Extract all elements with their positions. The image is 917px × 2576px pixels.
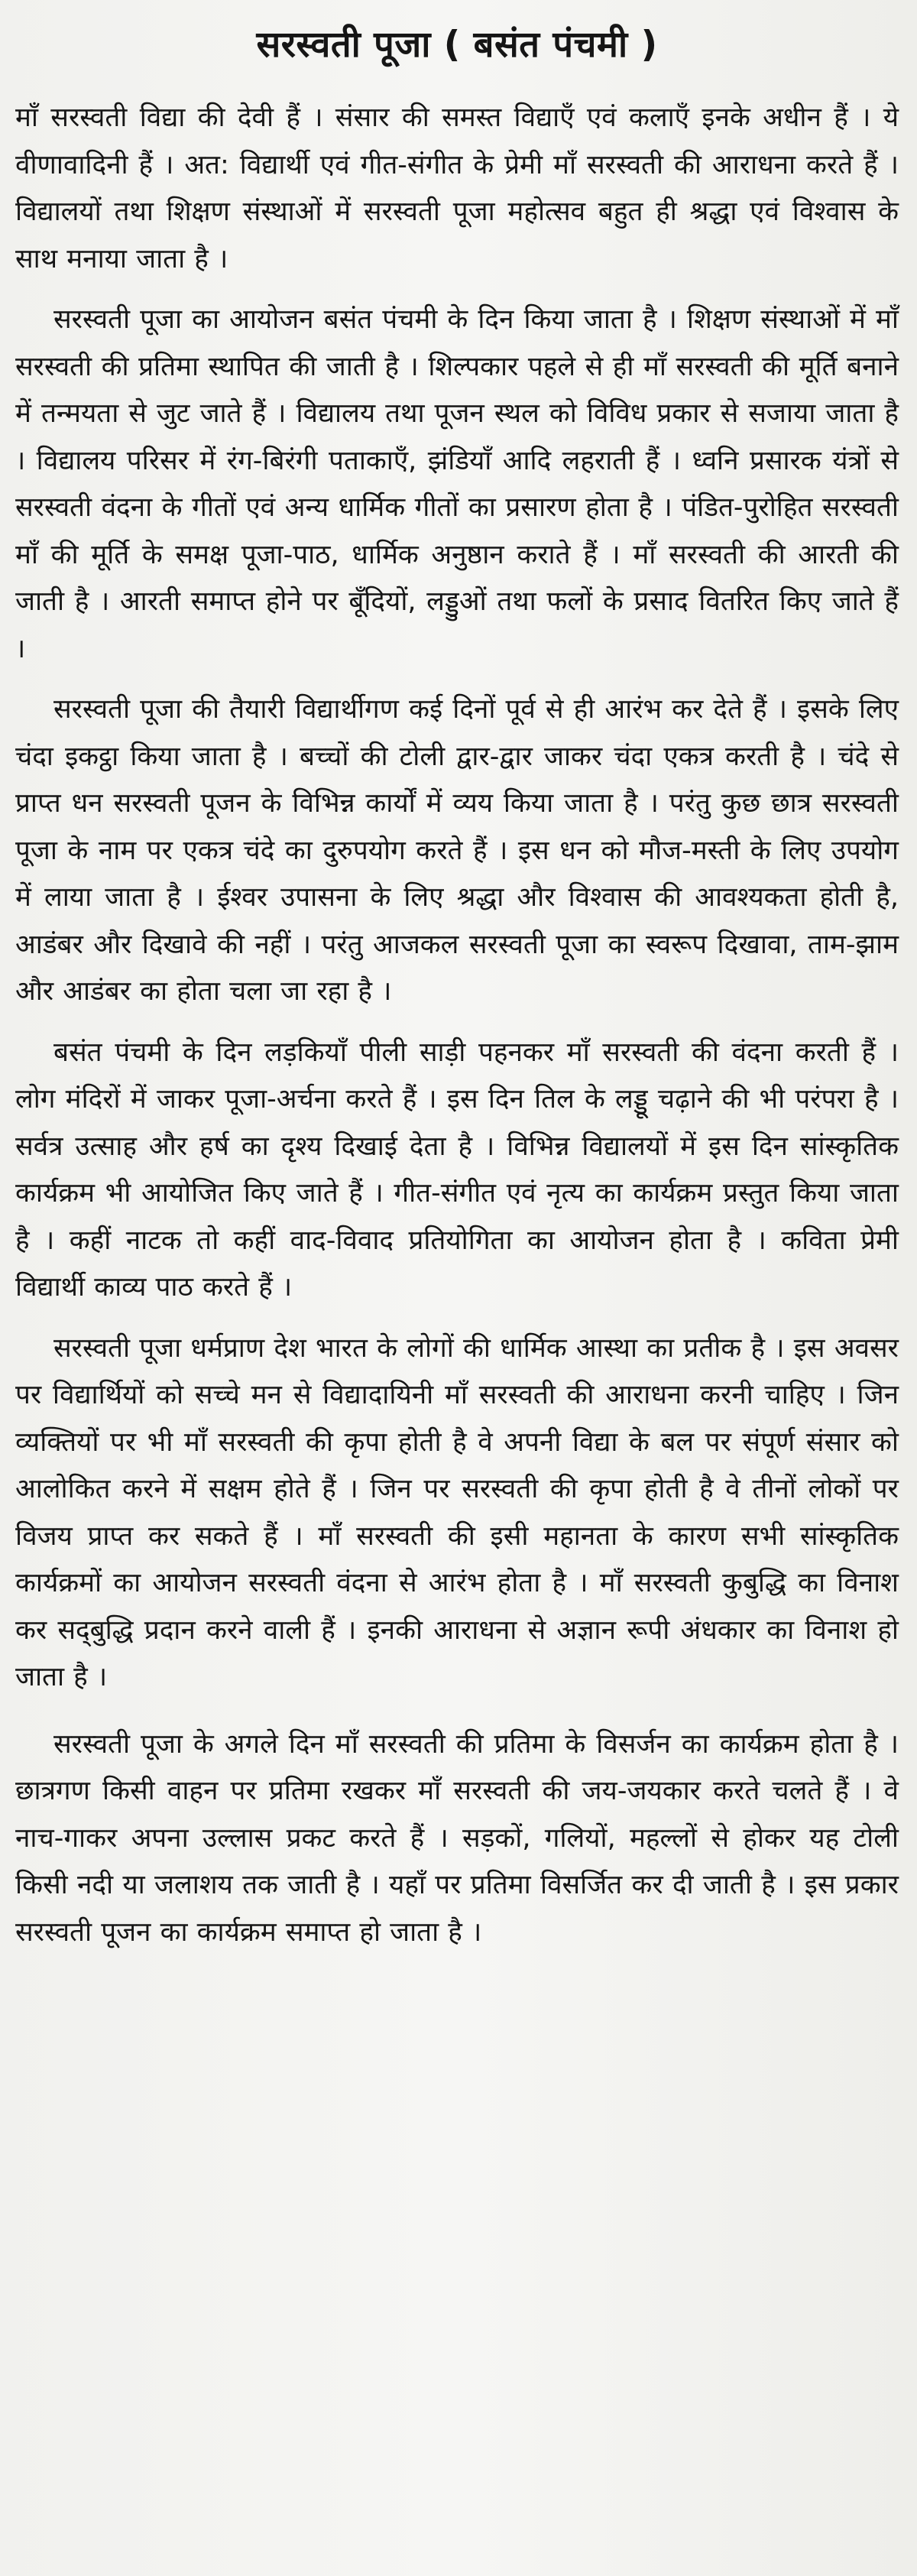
- paragraph-5: सरस्वती पूजा धर्मप्राण देश भारत के लोगों की धार्मिक आस्था का प्रतीक है । इस अवसर पर विद्यार्थियों को सच्चे मन से विद्यादायिनी माँ सरस्वती की आराधना करनी चाहिए । जिन व्यक्तियों पर भी माँ सरस्वती की कृपा होती है वे अपनी विद्या के बल पर संपूर्ण संसार को आलोकित करने में सक्षम होते हैं । जिन पर सरस्वती की कृपा होती है वे तीनों लोकों पर विजय प्राप्त कर सकते हैं । माँ सरस्वती की इसी महानता के कारण सभी सांस्कृतिक कार्यक्रमों का आयोजन सरस्वती वंदना से आरंभ होता है । माँ सरस्वती कुबुद्धि का विनाश कर सद्‌बुद्धि प्रदान करने वाली हैं । इनकी आराधना से अज्ञान रूपी अंधकार का विनाश हो जाता है ।: [15, 1332, 899, 1692]
- paragraph-3: सरस्वती पूजा की तैयारी विद्यार्थीगण कई दिनों पूर्व से ही आरंभ कर देते हैं । इसके लिए चंदा इकट्ठा किया जाता है । बच्चों की टोली द्वार-द्वार जाकर चंदा एकत्र करती है । चंदे से प्राप्त धन सरस्वती पूजन के विभिन्न कार्यों में व्यय किया जाता है । परंतु कुछ छात्र सरस्वती पूजा के नाम पर एकत्र चंदे का दुरुपयोग करते हैं । इस धन को मौज-मस्ती के लिए उपयोग में लाया जाता है । ईश्वर उपासना के लिए श्रद्धा और विश्वास की आवश्यकता होती है, आडंबर और दिखावे की नहीं । परंतु आजकल सरस्वती पूजा का स्वरूप दिखावा, ताम-झाम और आडंबर का होता चला जा रहा है ।: [15, 694, 899, 1007]
- paragraph-1: माँ सरस्वती विद्या की देवी हैं । संसार की समस्त विद्याएँ एवं कलाएँ इनके अधीन हैं । ये वीणावादिनी हैं । अत: विद्यार्थी एवं गीत-संगीत के प्रेमी माँ सरस्वती की आराधना करते हैं । विद्यालयों तथा शिक्षण संस्थाओं में सरस्वती पूजा महोत्सव बहुत ही श्रद्धा एवं विश्वास के साथ मनाया जाता है ।: [15, 102, 899, 274]
- paragraph-4: बसंत पंचमी के दिन लड़कियाँ पीली साड़ी पहनकर माँ सरस्वती की वंदना करती हैं । लोग मंदिरों में जाकर पूजा-अर्चना करते हैं । इस दिन तिल के लड्डू चढ़ाने की भी परंपरा है । सर्वत्र उत्साह और हर्ष का दृश्य दिखाई देता है । विभिन्न विद्यालयों में इस दिन सांस्कृतिक कार्यक्रम भी आयोजित किए जाते हैं । गीत-संगीत एवं नृत्य का कार्यक्रम प्रस्तुत किया जाता है । कहीं नाटक तो कहीं वाद-विवाद प्रतियोगिता का आयोजन होता है । कविता प्रेमी विद्यार्थी काव्य पाठ करते हैं ।: [15, 1037, 899, 1303]
- paragraph-6: सरस्वती पूजा के अगले दिन माँ सरस्वती की प्रतिमा के विसर्जन का कार्यक्रम होता है । छात्रगण किसी वाहन पर प्रतिमा रखकर माँ सरस्वती की जय-जयकार करते चलते हैं । वे नाच-गाकर अपना उल्लास प्रकट करते हैं । सड़कों, गलियों, महल्लों से होकर यह टोली किसी नदी या जलाशय तक जाती है । यहाँ पर प्रतिमा विसर्जित कर दी जाती है । इस प्रकार सरस्वती पूजन का कार्यक्रम समाप्त हो जाता है ।: [15, 1728, 899, 1948]
- essay-title: सरस्वती पूजा ( बसंत पंचमी ): [256, 24, 658, 66]
- paragraph-2: सरस्वती पूजा का आयोजन बसंत पंचमी के दिन किया जाता है । शिक्षण संस्थाओं में माँ सरस्वती की प्रतिमा स्थापित की जाती है । शिल्पकार पहले से ही माँ सरस्वती की मूर्ति बनाने में तन्मयता से जुट जाते हैं । विद्यालय तथा पूजन स्थल को विविध प्रकार से सजाया जाता है । विद्यालय परिसर में रंग-बिरंगी पताकाएँ, झंडियाँ आदि लहराती हैं । ध्वनि प्रसारक यंत्रों से सरस्वती वंदना के गीतों एवं अन्य धार्मिक गीतों का प्रसारण होता है । पंडित-पुरोहित सरस्वती माँ की मूर्ति के समक्ष पूजा-पाठ, धार्मिक अनुष्ठान कराते हैं । माँ सरस्वती की आरती की जाती है । आरती समाप्त होने पर बूँदियों, लड्डुओं तथा फलों के प्रसाद वितरित किए जाते हैं ।: [15, 304, 899, 664]
